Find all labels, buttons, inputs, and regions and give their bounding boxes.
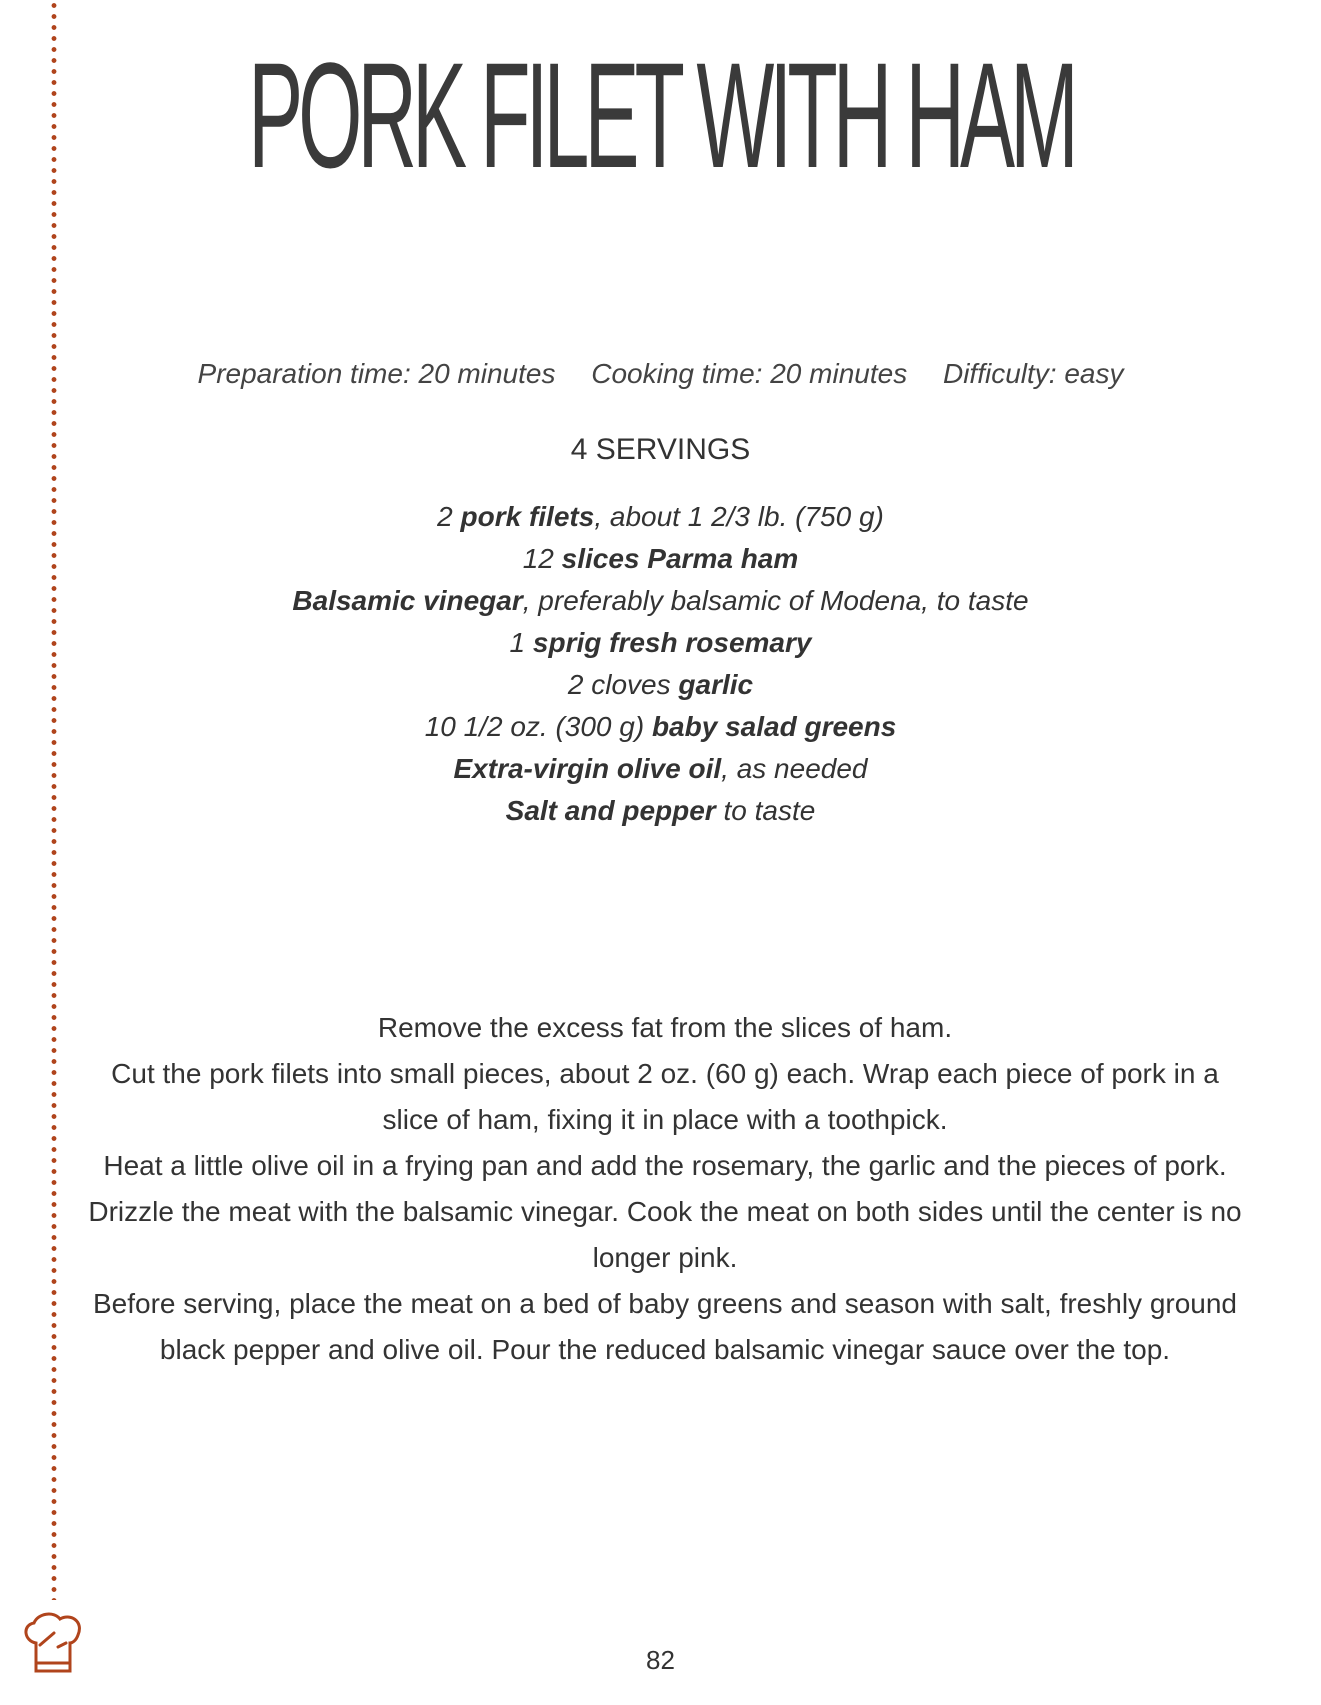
ingredient-item: Salt and pepper to taste — [505, 795, 816, 826]
ingredient-item: 12 slices Parma ham — [522, 543, 799, 574]
ingredient-item: Balsamic vinegar, preferably balsamic of Modena, to taste — [292, 585, 1029, 616]
page-number: 82 — [646, 1645, 675, 1675]
recipe-meta — [0, 357, 1321, 391]
instruction-step: Remove the excess fat from the slices of ham. — [377, 1012, 953, 1043]
ingredient-item: 2 pork filets, about 1 2/3 lb. (750 g) — [437, 501, 884, 532]
instruction-step: Before serving, place the meat on a bed of baby greens and season with salt, freshly ground black pepper and olive oil. Pour the reduced balsamic vinegar sauce over the top. — [92, 1288, 1238, 1365]
ingredient-item: Extra-virgin olive oil, as needed — [453, 753, 868, 784]
instruction-step: Heat a little olive oil in a frying pan and add the rosemary, the garlic and the pieces of pork. Drizzle the meat with the balsamic vinegar. Cook the meat on both sides until the center is no longer pink. — [88, 1150, 1242, 1273]
cook-time: Cooking time: 20 minutes — [591, 358, 908, 389]
ingredient-item: 10 1/2 oz. (300 g) baby salad greens — [424, 711, 897, 742]
instruction-step: Cut the pork filets into small pieces, about 2 oz. (60 g) each. Wrap each piece of pork in a slice of ham, fixing it in place with a toothpick. — [111, 1058, 1219, 1135]
ingredient-item: 2 cloves garlic — [567, 669, 754, 700]
ingredient-item: 1 sprig fresh rosemary — [509, 627, 812, 658]
ingredient-list — [0, 496, 1321, 832]
page-title: PORK FILET WITH HAM — [247, 31, 1074, 199]
instructions — [80, 1005, 1250, 1373]
prep-time: Preparation time: 20 minutes — [197, 358, 556, 389]
servings: 4 SERVINGS — [570, 433, 751, 466]
difficulty: Difficulty: easy — [942, 358, 1124, 389]
